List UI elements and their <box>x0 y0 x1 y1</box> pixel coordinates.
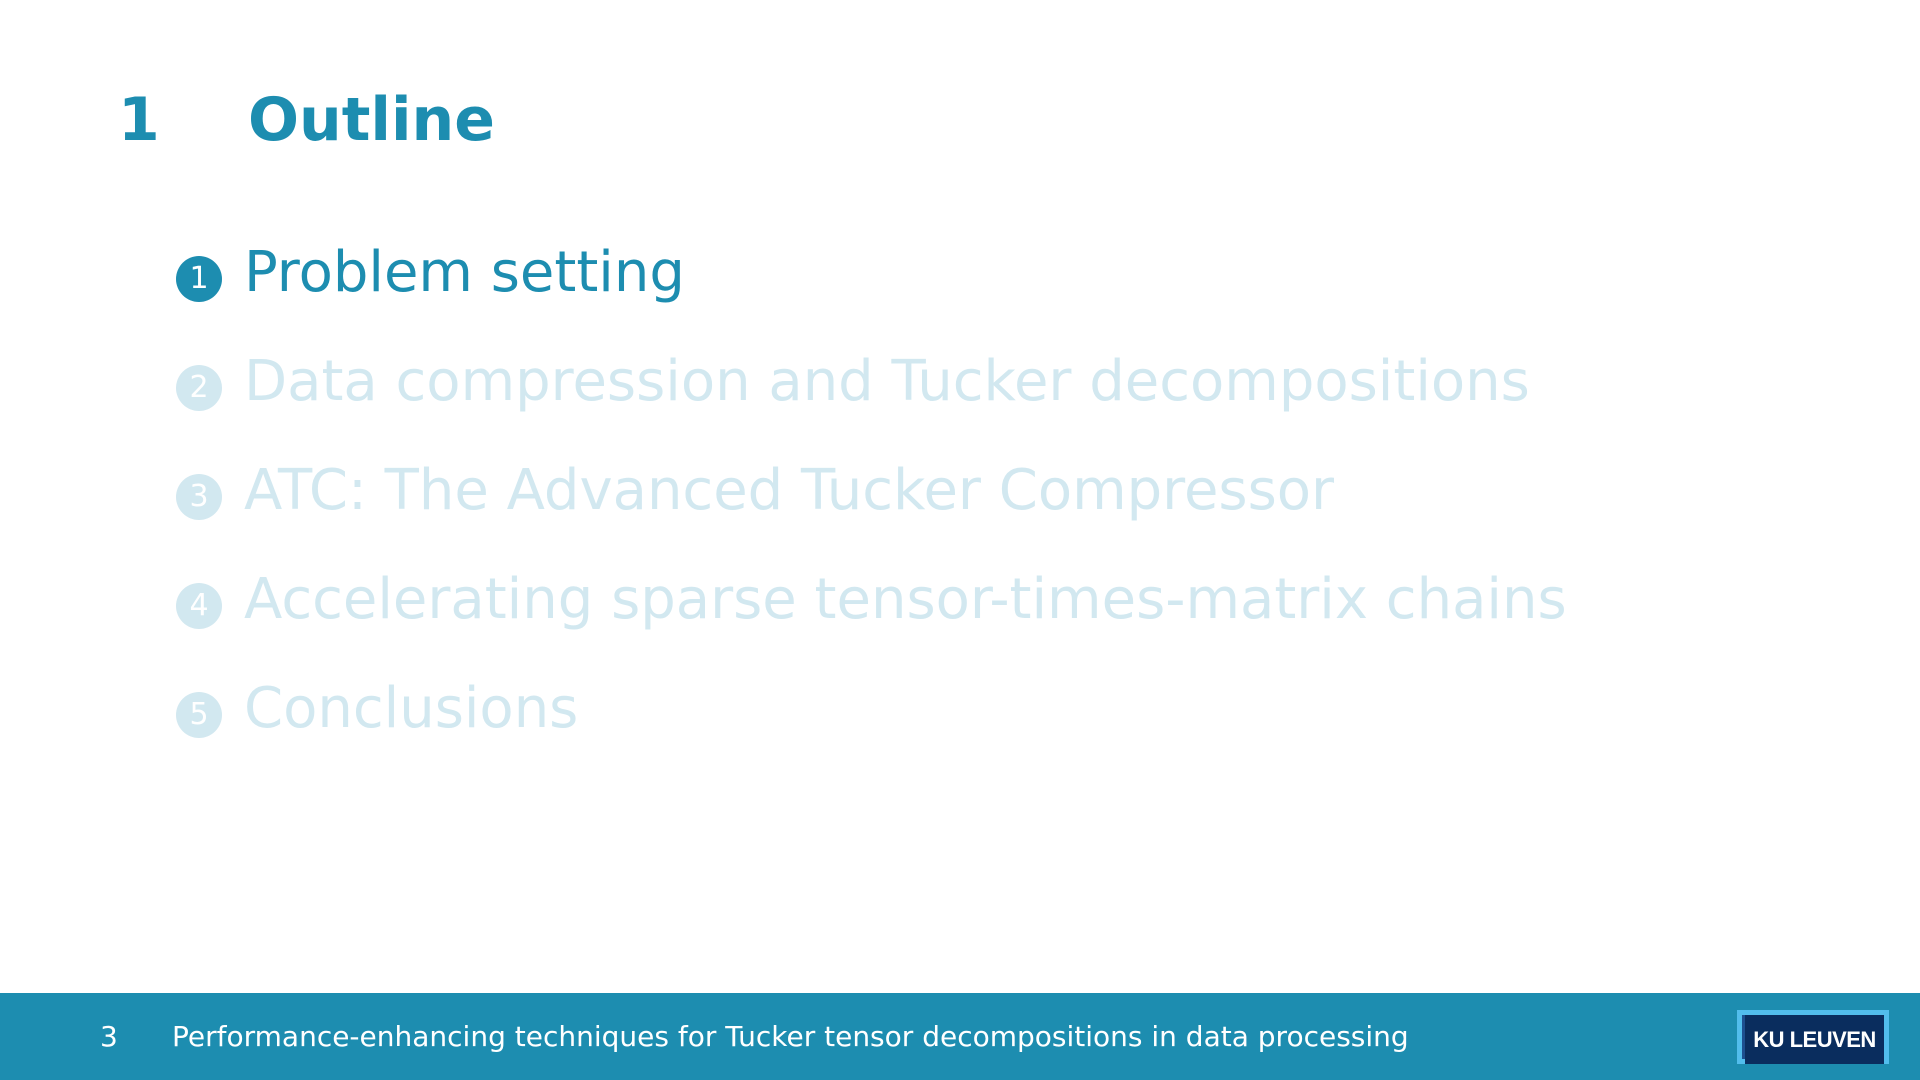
outline-number-badge: 3 <box>176 474 222 520</box>
outline-number-badge: 4 <box>176 583 222 629</box>
footer-bar <box>0 993 1920 1080</box>
logo-text: KU LEUVEN <box>1745 1015 1884 1064</box>
outline-item-label: Data compression and Tucker decompositions <box>244 349 1530 414</box>
outline-number-badge: 5 <box>176 692 222 738</box>
outline-list <box>176 218 1567 763</box>
footer-title: Performance-enhancing techniques for Tucker tensor decompositions in data processing <box>172 1020 1409 1053</box>
outline-item-atc <box>176 436 1567 545</box>
footer-page-number: 3 <box>100 1020 118 1053</box>
outline-item-conclusions <box>176 654 1567 763</box>
outline-number-badge: 2 <box>176 365 222 411</box>
section-number: 1 <box>118 85 160 155</box>
ku-leuven-logo <box>1737 1010 1889 1064</box>
section-title: Outline <box>248 85 495 155</box>
outline-item-label: ATC: The Advanced Tucker Compressor <box>244 458 1335 523</box>
outline-item-data-compression <box>176 327 1567 436</box>
outline-item-label: Problem setting <box>244 240 685 305</box>
outline-item-sparse-ttm <box>176 545 1567 654</box>
outline-item-problem-setting <box>176 218 1567 327</box>
outline-item-label: Conclusions <box>244 676 579 741</box>
outline-item-label: Accelerating sparse tensor-times-matrix chains <box>244 567 1567 632</box>
section-heading <box>118 80 495 160</box>
outline-number-badge: 1 <box>176 256 222 302</box>
